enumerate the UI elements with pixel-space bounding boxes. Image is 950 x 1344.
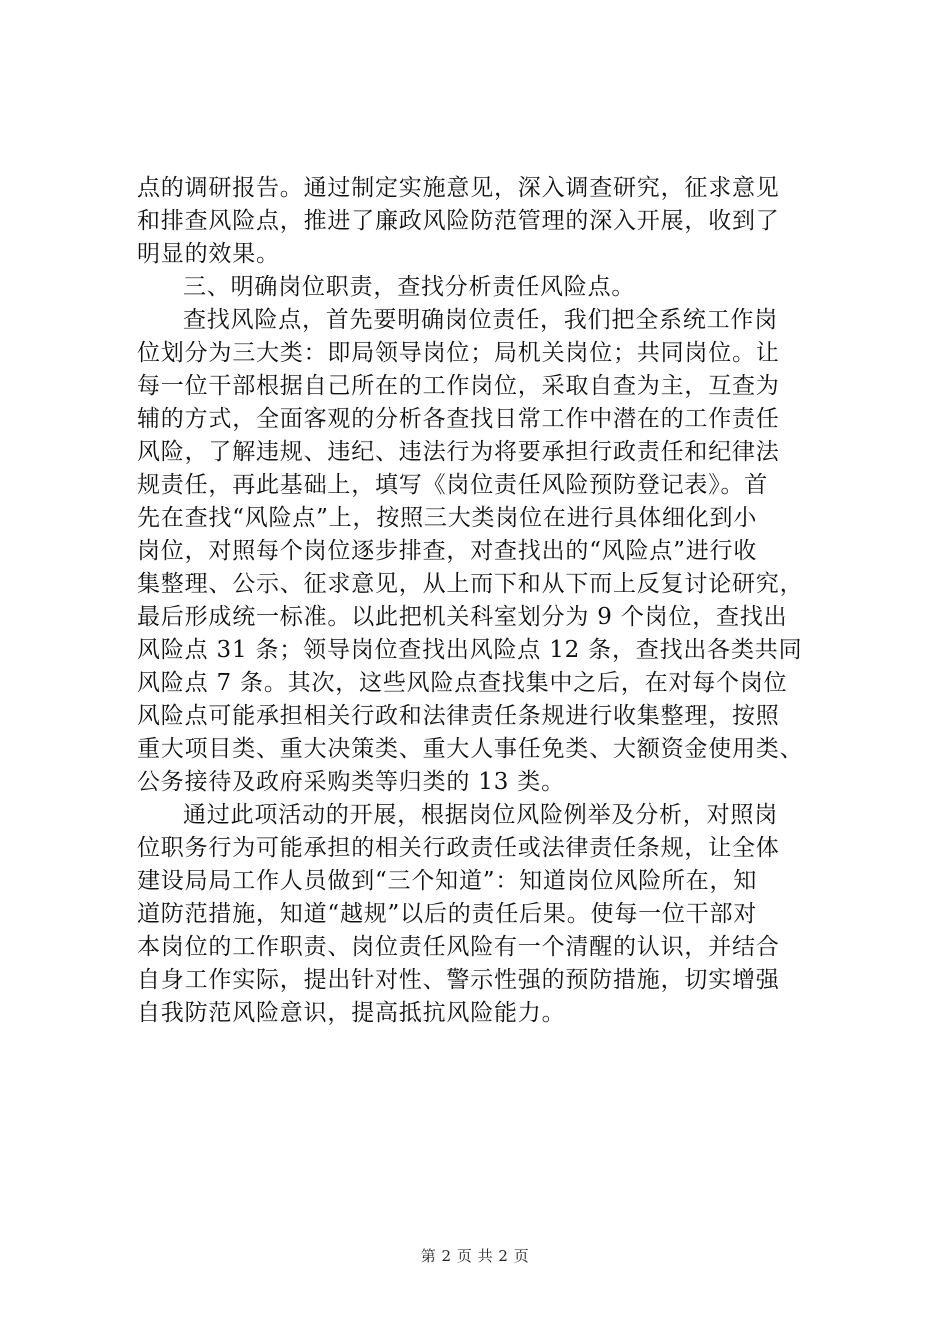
text-line: 查找风险点，首先要明确岗位责任，我们把全系统工作岗 — [183, 307, 778, 333]
text-line: 位划分为三大类：即局领导岗位；局机关岗位；共同岗位。让 — [137, 340, 780, 366]
text-line: 规责任，再此基础上，填写《岗位责任风险预防登记表》。首 — [137, 472, 769, 498]
text-line: 自我防范风险意识，提高抵抗风险能力。 — [137, 1000, 566, 1026]
text-line: 先在查找“风险点”上，按照三大类岗位在进行具体细化到小 — [137, 505, 758, 531]
text-line: 明显的效果。 — [137, 241, 280, 267]
text-line: 和排查风险点，推进了廉政风险防范管理的深入开展，收到了 — [137, 208, 780, 234]
text-line: 位职务行为可能承担的相关行政责任或法律责任条规，让全体 — [137, 835, 780, 861]
text-line: 风险点 31 条；领导岗位查找出风险点 12 条，查找出各类共同 — [137, 637, 803, 663]
text-line: 风险点可能承担相关行政和法律责任条规进行收集整理，按照 — [137, 703, 780, 729]
body-text — [137, 172, 831, 1030]
text-line: 自身工作实际，提出针对性、警示性强的预防措施，切实增强 — [137, 967, 780, 993]
text-line: 建设局局工作人员做到“三个知道”：知道岗位风险所在，知 — [137, 868, 758, 894]
text-line: 风险，了解违规、违纪、违法行为将要承担行政责任和纪律法 — [137, 439, 780, 465]
text-line: 点的调研报告。通过制定实施意见，深入调查研究，征求意见 — [137, 175, 780, 201]
text-line: 通过此项活动的开展，根据岗位风险例举及分析，对照岗 — [183, 802, 778, 828]
text-line: 公务接待及政府采购类等归类的 13 类。 — [137, 769, 565, 795]
text-line: 集整理、公示、征求意见，从上而下和从下而上反复讨论研究， — [137, 571, 804, 597]
text-line: 每一位干部根据自己所在的工作岗位，采取自查为主，互查为 — [137, 373, 780, 399]
text-line: 辅的方式，全面客观的分析各查找日常工作中潜在的工作责任 — [137, 406, 780, 432]
text-line: 最后形成统一标准。以此把机关科室划分为 9 个岗位，查找出 — [137, 604, 788, 630]
text-line: 本岗位的工作职责、岗位责任风险有一个清醒的认识，并结合 — [137, 934, 780, 960]
text-line: 重大项目类、重大决策类、重大人事任免类、大额资金使用类、 — [137, 736, 804, 762]
text-line: 道防范措施，知道“越规”以后的责任后果。使每一位干部对 — [137, 901, 758, 927]
text-line: 岗位，对照每个岗位逐步排查，对查找出的“风险点”进行收 — [137, 538, 758, 564]
text-line: 风险点 7 条。其次，这些风险点查找集中之后，在对每个岗位 — [137, 670, 788, 696]
page-footer: 第 2 页 共 2 页 — [420, 1247, 530, 1265]
section-heading: 三、明确岗位职责，查找分析责任风险点。 — [183, 274, 636, 300]
